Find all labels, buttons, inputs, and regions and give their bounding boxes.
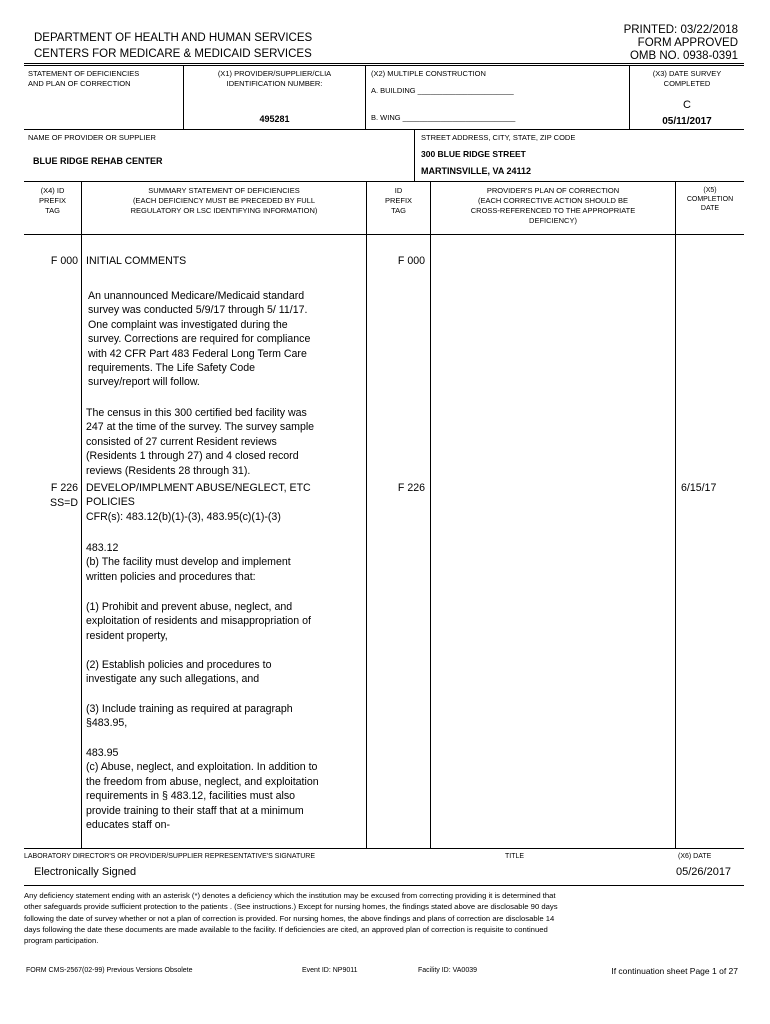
department-title: DEPARTMENT OF HEALTH AND HUMAN SERVICES: [34, 32, 313, 44]
address-street: 300 BLUE RIDGE STREET: [421, 149, 526, 159]
plan-of-correction-header: PROVIDER'S PLAN OF CORRECTION (EACH CORRECTIVE ACTION SHOULD BE CROSS-REFERENCED TO THE APPROPRIATE DEFICIENCY): [470, 186, 636, 225]
f226-completion-date: 6/15/17: [681, 482, 717, 494]
event-id: Event ID: NP9011: [302, 967, 358, 974]
signature-date: 05/26/2017: [676, 866, 732, 878]
facility-id: Facility ID: VA0039: [418, 967, 478, 974]
agency-title: CENTERS FOR MEDICARE & MEDICAID SERVICES: [34, 48, 312, 60]
provider-name: BLUE RIDGE REHAB CENTER: [33, 156, 163, 166]
omb-number: OMB NO. 0938-0391: [629, 50, 738, 62]
initial-comments-title: INITIAL COMMENTS: [86, 255, 187, 267]
address-city: MARTINSVILLE, VA 24112: [421, 166, 532, 176]
statement-label: STATEMENT OF DEFICIENCIES AND PLAN OF CORRECTION: [28, 69, 140, 88]
provider-id-value: 495281: [259, 114, 290, 124]
address-label: STREET ADDRESS, CITY, STATE, ZIP CODE: [421, 133, 576, 142]
id-prefix-header: ID PREFIX TAG: [384, 186, 413, 215]
provider-id-label: (X1) PROVIDER/SUPPLIER/CLIA IDENTIFICATION NUMBER:: [217, 69, 332, 88]
x4-prefix-header: (X4) ID PREFIX TAG: [38, 186, 67, 215]
electronic-signature: Electronically Signed: [34, 866, 137, 878]
survey-date-label: (X3) DATE SURVEY COMPLETED: [652, 69, 722, 88]
form-number: FORM CMS-2567(02-99) Previous Versions Obsolete: [26, 967, 193, 974]
census-paragraph: The census in this 300 certified bed facility was 247 at the time of the survey. The survey sample consisted of 27 current Resident reviews (Residents 1 through 27) and 4 closed record reviews (Residents 28 through 31).: [86, 407, 315, 477]
tag-f226: F 226: [50, 482, 78, 494]
form-approved: FORM APPROVED: [637, 37, 738, 49]
tag-f000: F 000: [50, 255, 78, 267]
printed-date: PRINTED: 03/22/2018: [623, 24, 738, 36]
title-label: TITLE: [505, 853, 525, 860]
signature-label: LABORATORY DIRECTOR'S OR PROVIDER/SUPPLIER REPRESENTATIVE'S SIGNATURE: [24, 853, 316, 860]
disclaimer-text: Any deficiency statement ending with an asterisk (*) denotes a deficiency which the institution may be excused from correcting providing it is determined that other safeguards provide sufficient protection to the patients . (See instructions.) Except for nursing homes, the findings stated above are disclosable 90 days following the date of survey whether or not a plan of correction is provided. For nursing homes, the above findings and plans of correction are disclosable 14 days following the date these documents are made available to the facility. If deficiencies are cited, an approved plan of correction is requisite to continued program participation.: [24, 891, 558, 946]
page-indicator: If continuation sheet Page 1 of 27: [611, 966, 738, 976]
item-2-establish: (2) Establish policies and procedures to investigate any such allegations, and: [86, 659, 272, 686]
summary-header: SUMMARY STATEMENT OF DEFICIENCIES (EACH DEFICIENCY MUST BE PRECEDED BY FULL REGULATORY OR LSC IDENTIFYING INFORMATION): [130, 186, 318, 215]
survey-code: C: [683, 99, 691, 111]
scope-severity: SS=D: [50, 497, 78, 509]
completion-date-header: (X5) COMPLETION DATE: [686, 187, 734, 212]
item-3-training: (3) Include training as required at paragraph §483.95,: [86, 703, 293, 730]
regulation-483-12: 483.12 (b) The facility must develop and implement written policies and procedures that:: [86, 542, 291, 583]
f226-title: DEVELOP/IMPLMENT ABUSE/NEGLECT, ETC POLICIES CFR(s): 483.12(b)(1)-(3), 483.95(c)(1)-(3): [86, 482, 311, 523]
right-tag-f000: F 000: [397, 255, 425, 267]
right-tag-f226: F 226: [397, 482, 425, 494]
survey-paragraph: An unannounced Medicare/Medicaid standard survey was conducted 5/9/17 through 5/ 11/17. One complaint was investigated during the survey. Corrections are required for compliance with 42 CFR Part 483 Federal Long Term Care requirements. The Life Safety Code survey/report will follow.: [88, 290, 311, 389]
date-label: (X6) DATE: [678, 853, 712, 860]
wing-field: B. WING ___________________________: [371, 113, 516, 122]
building-field: A. BUILDING _______________________: [371, 86, 514, 95]
survey-completed-date: 05/11/2017: [662, 116, 712, 127]
multiple-construction-label: (X2) MULTIPLE CONSTRUCTION: [371, 69, 486, 78]
regulation-483-95: 483.95 (c) Abuse, neglect, and exploitation. In addition to the freedom from abuse, neglect, and exploitation requirements in § 483.12, facilities must also provide training to their staff that at a minimum educates staff on-: [86, 747, 319, 832]
item-1-prohibit: (1) Prohibit and prevent abuse, neglect, and exploitation of residents and misappropriation of resident property,: [86, 601, 311, 642]
provider-name-label: NAME OF PROVIDER OR SUPPLIER: [28, 133, 156, 142]
